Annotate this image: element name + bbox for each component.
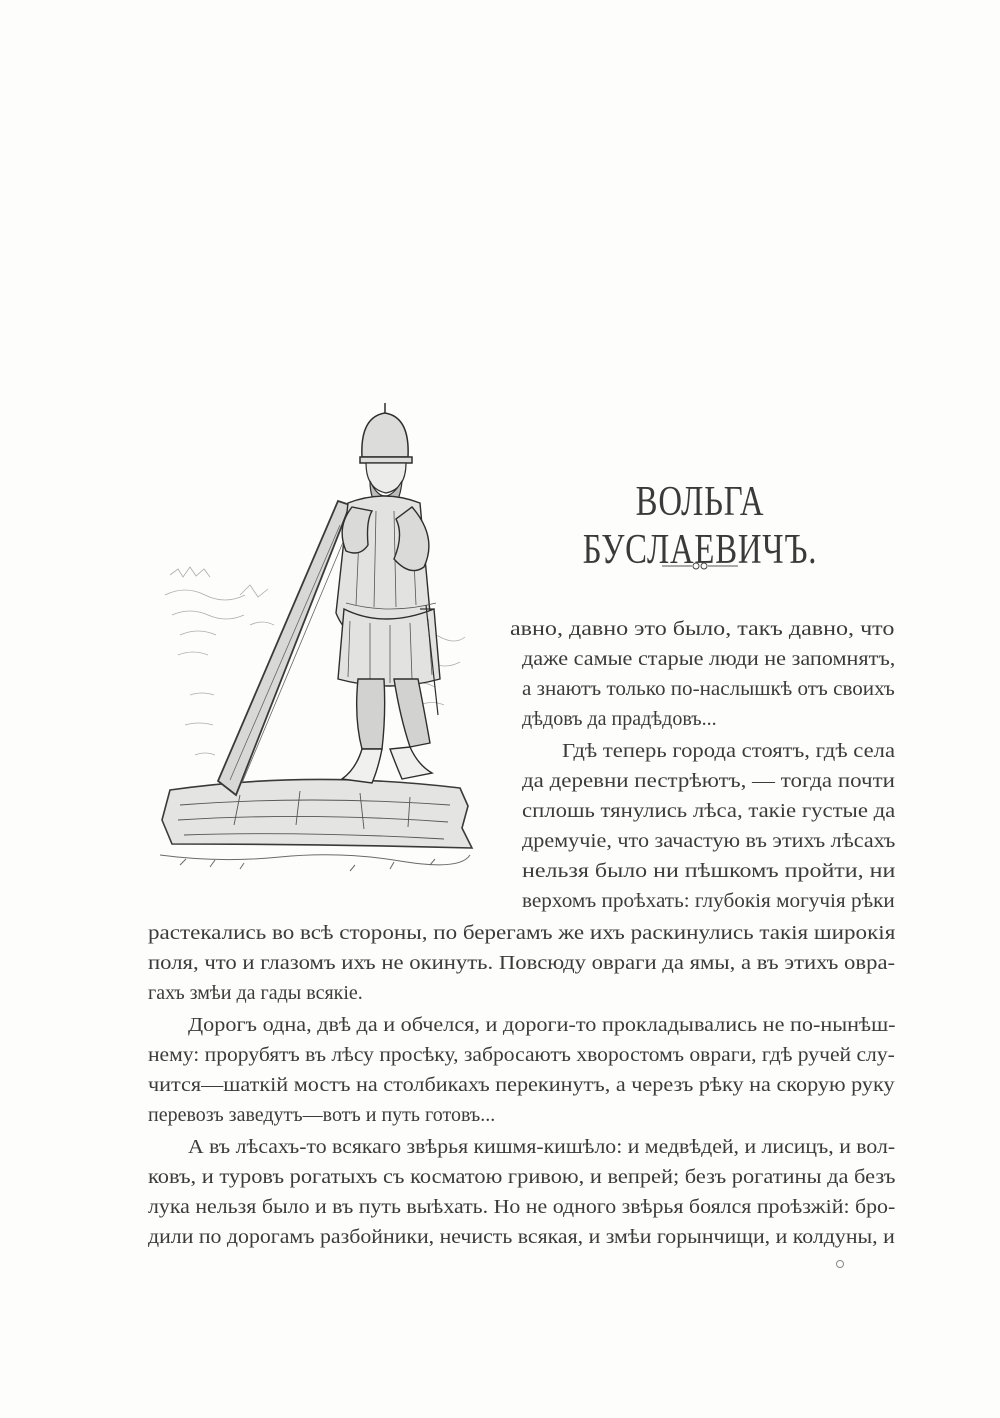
text-line: Гдѣ теперь города стоятъ, гдѣ села bbox=[562, 740, 896, 762]
text-line: дили по дорогамъ разбойники, нечисть всякая, и змѣи горынчищи, и колдуны, и bbox=[148, 1226, 895, 1248]
text-line: лука нельзя было и въ путь выѣхать. Но не одного звѣрья боялся проѣзжій: бро- bbox=[148, 1196, 896, 1218]
text-line: перевозъ заведутъ—вотъ и путь готовъ... bbox=[148, 1104, 496, 1126]
text-line: дѣдовъ да прадѣдовъ... bbox=[522, 708, 717, 730]
text-line: гахъ змѣи да гады всякіе. bbox=[148, 982, 363, 1004]
text-line: чится—шаткій мостъ на столбикахъ перекинутъ, а черезъ рѣку на скорую руку bbox=[148, 1074, 895, 1096]
text-line: верхомъ проѣхать: глубокія могучія рѣки bbox=[522, 890, 895, 912]
ornament-divider-icon bbox=[660, 558, 740, 574]
ornament-dot-icon bbox=[833, 1256, 847, 1270]
text-line: нему: прорубятъ въ лѣсу просѣку, забросаютъ хворостомъ овраги, гдѣ ручей слу- bbox=[148, 1044, 895, 1066]
text-line: авно, давно это было, такъ давно, что bbox=[510, 618, 895, 640]
chapter-title: ВОЛЬГА БУСЛАЕВИЧЪ. bbox=[582, 479, 818, 573]
text-line: растекались во всѣ стороны, по берегамъ же ихъ раскинулись такія широкія bbox=[148, 922, 896, 944]
warrior-illustration bbox=[150, 395, 480, 895]
bogatyr-with-log-icon bbox=[150, 395, 480, 895]
text-line: поля, что и глазомъ ихъ не окинуть. Повсюду овраги да ямы, а въ этихъ овра- bbox=[148, 952, 896, 974]
text-line: нельзя было ни пѣшкомъ пройти, ни bbox=[522, 860, 896, 882]
text-line: ковъ, и туровъ рогатыхъ съ косматою гривою, и вепрей; безъ рогатины да безъ bbox=[148, 1166, 896, 1188]
text-line: сплошь тянулись лѣса, такіе густые да bbox=[522, 800, 896, 822]
text-line: дремучіе, что зачастую въ этихъ лѣсахъ bbox=[522, 830, 896, 852]
text-line: а знаютъ только по-наслышкѣ отъ своихъ bbox=[522, 678, 895, 700]
text-line: Дорогъ одна, двѣ да и обчелся, и дороги-то прокладывались не по-нынѣш- bbox=[188, 1014, 896, 1036]
text-line: да деревни пестрѣютъ, — тогда почти bbox=[522, 770, 895, 792]
text-line: даже самые старые люди не запомнятъ, bbox=[522, 648, 896, 670]
text-line: А въ лѣсахъ-то всякаго звѣрья кишмя-кишѣло: и медвѣдей, и лисицъ, и вол- bbox=[188, 1136, 896, 1158]
